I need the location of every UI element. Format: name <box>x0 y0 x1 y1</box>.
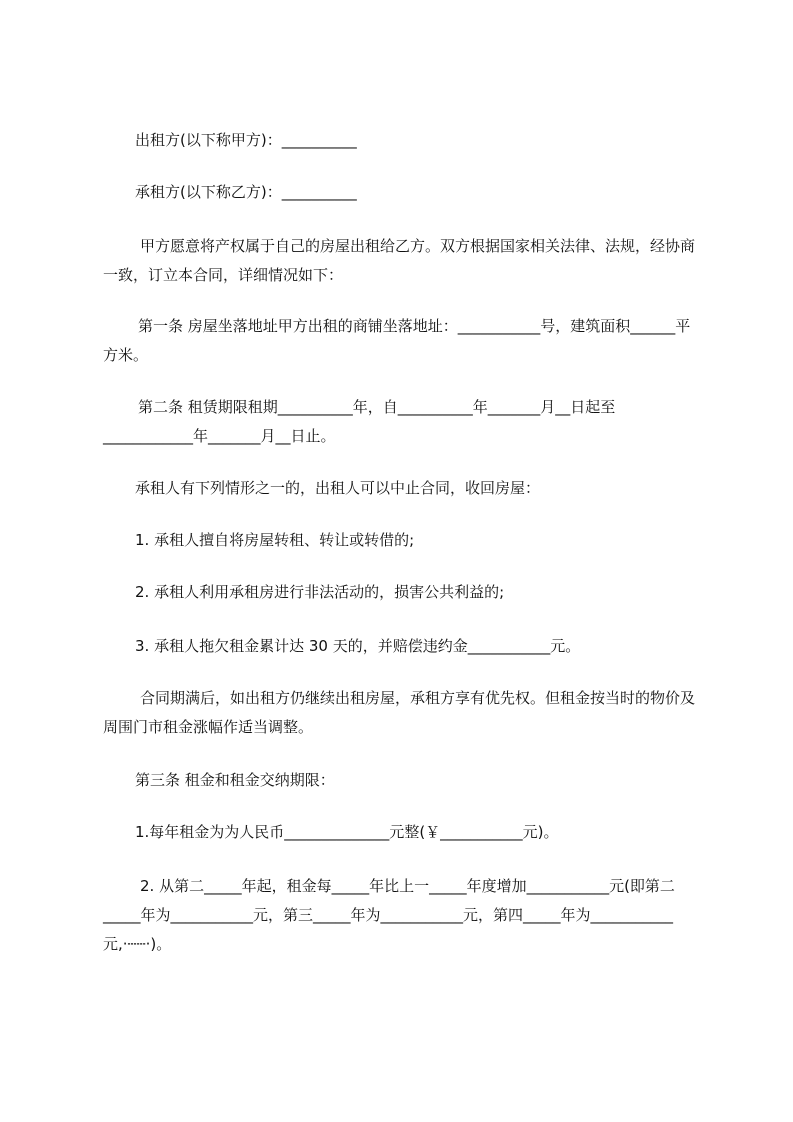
article-1-paragraph: 第一条 房屋坐落地址甲方出租的商铺坐落地址：___________号，建筑面积______平方米。 <box>103 317 691 364</box>
termination-item-1: 1. 承租人擅自将房屋转租、转让或转借的; <box>135 531 415 549</box>
rent-item-2: 2. 从第二_____年起，租金每_____年比上一_____年度增加___________元(即第二_____年为___________元，第三_____年为___________元，第四_____年为___________元,·┄┄·)。 <box>103 877 675 953</box>
lessor-line: 出租方(以下称甲方)：__________ <box>135 131 357 149</box>
termination-item-2: 2. 承租人利用承租房进行非法活动的，损害公共利益的; <box>135 583 505 601</box>
preamble-paragraph: 甲方愿意将产权属于自己的房屋出租给乙方。双方根据国家相关法律、法规，经协商一致，订立本合同，详细情况如下： <box>103 237 696 284</box>
article-2-paragraph: 第二条 租赁期限租期__________年，自__________年_______月__日起至____________年_______月__日止。 <box>103 398 616 445</box>
renewal-paragraph: 合同期满后，如出租方仍继续出租房屋，承租方享有优先权。但租金按当时的物价及周围门市租金涨幅作适当调整。 <box>103 689 696 736</box>
rent-item-1: 1.每年租金为为人民币______________元整(￥___________元)。 <box>135 823 559 841</box>
termination-item-3: 3. 承租人拖欠租金累计达 30 天的，并赔偿违约金___________元。 <box>135 637 581 655</box>
article-3-heading: 第三条 租金和租金交纳期限： <box>135 771 335 789</box>
lessee-line: 承租方(以下称乙方)：__________ <box>135 183 357 201</box>
termination-intro: 承租人有下列情形之一的，出租人可以中止合同，收回房屋： <box>135 479 541 497</box>
